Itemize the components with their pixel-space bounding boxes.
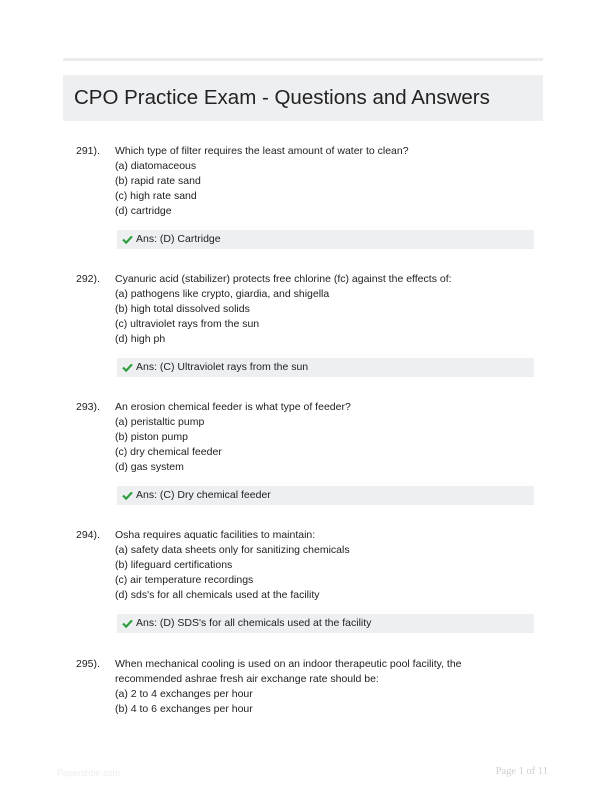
option-a: (a) pathogens like crypto, giardia, and shigella: [115, 288, 330, 300]
option-b: (b) piston pump: [115, 431, 188, 443]
option-d: (d) cartridge: [115, 205, 172, 217]
question-number: 293).: [76, 401, 100, 413]
footer-watermark: Papershbe.com: [57, 768, 121, 778]
question-text-line-2: recommended ashrae fresh air exchange rate should be:: [115, 673, 379, 685]
answer-box: [117, 486, 534, 505]
option-a: (a) safety data sheets only for sanitizing chemicals: [115, 544, 350, 556]
check-icon: [122, 363, 133, 372]
option-a: (a) diatomaceous: [115, 160, 197, 172]
question-body: [115, 400, 535, 475]
question-number: 292).: [76, 273, 100, 285]
option-b: (b) rapid rate sand: [115, 175, 201, 187]
question-number: 295).: [76, 658, 100, 670]
option-c: (c) high rate sand: [115, 190, 197, 202]
option-d: (d) high ph: [115, 333, 166, 345]
answer-box: [117, 230, 534, 249]
answer-box: [117, 614, 534, 633]
question-body: [115, 272, 535, 347]
option-a: (a) peristaltic pump: [115, 416, 205, 428]
answer-text: Ans: (C) Dry chemical feeder: [136, 489, 271, 501]
question-body: [115, 144, 535, 219]
check-icon: [122, 619, 133, 628]
question-body: [115, 657, 535, 717]
option-b: (b) lifeguard certifications: [115, 559, 233, 571]
option-c: (c) dry chemical feeder: [115, 446, 222, 458]
answer-text: Ans: (C) Ultraviolet rays from the sun: [136, 361, 309, 373]
question-number: 291).: [76, 145, 100, 157]
question-body: [115, 528, 535, 603]
page-title: CPO Practice Exam - Questions and Answers: [74, 86, 490, 109]
option-c: (c) air temperature recordings: [115, 574, 254, 586]
answer-text: Ans: (D) SDS's for all chemicals used at the facility: [136, 617, 372, 629]
answer-box: [117, 358, 534, 377]
option-b: (b) 4 to 6 exchanges per hour: [115, 703, 253, 715]
question-text: Osha requires aquatic facilities to maintain:: [115, 529, 316, 541]
check-icon: [122, 235, 133, 244]
option-d: (d) gas system: [115, 461, 184, 473]
page-number: Page 1 of 11: [495, 766, 548, 777]
question-text: Cyanuric acid (stabilizer) protects free chlorine (fc) against the effects of:: [115, 273, 452, 285]
option-b: (b) high total dissolved solids: [115, 303, 250, 315]
option-d: (d) sds's for all chemicals used at the facility: [115, 589, 320, 601]
answer-text: Ans: (D) Cartridge: [136, 233, 221, 245]
check-icon: [122, 491, 133, 500]
question-number: 294).: [76, 529, 100, 541]
title-banner: [63, 75, 543, 121]
question-text: Which type of filter requires the least amount of water to clean?: [115, 145, 409, 157]
option-c: (c) ultraviolet rays from the sun: [115, 318, 260, 330]
top-divider: [63, 58, 543, 61]
question-text: An erosion chemical feeder is what type of feeder?: [115, 401, 351, 413]
option-a: (a) 2 to 4 exchanges per hour: [115, 688, 253, 700]
question-text-line-1: When mechanical cooling is used on an indoor therapeutic pool facility, the: [115, 658, 462, 670]
